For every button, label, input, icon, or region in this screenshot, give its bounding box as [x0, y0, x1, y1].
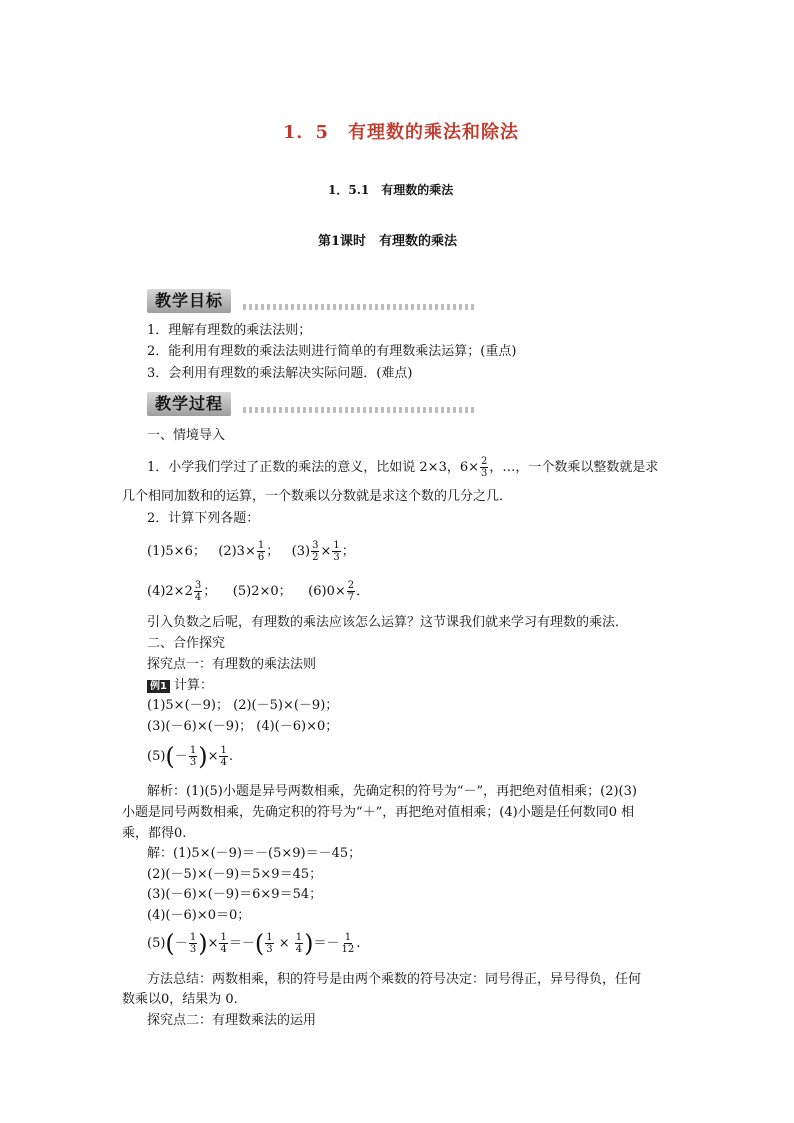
exercise-row-1: (1)5×6； (2)3× $\frac{1}{6}$ ； (3) $\frac{3}{2}$ × $\frac{1}{3}$ ； — [147, 540, 355, 563]
sec2-heading: 二、合作探究 — [147, 636, 226, 651]
exercise-row-2: (4)2×2 $\frac{3}{4}$ ； (5)2×0； (6)0× $\frac{2}{7}$ ． — [147, 580, 370, 603]
goal-item-1: 1．理解有理数的乘法法则； — [147, 323, 312, 338]
example-badge: 例1 — [147, 680, 170, 693]
fraction-1-4: $\frac{1}{4}$ — [220, 932, 227, 955]
fraction-2-3: $\frac{2}{3}$ — [481, 456, 488, 479]
fraction-2-7: $\frac{2}{7}$ — [347, 580, 355, 603]
sec1-heading: 一、情境导入 — [147, 428, 226, 443]
solution-line-3: (3)(－6)×(－9)＝6×9＝54； — [147, 887, 323, 902]
section-title: 1．5.1 有理数的乘法 — [328, 183, 454, 197]
example-q3-q4: (3)(－6)×(－9)； (4)(－6)×0； — [147, 719, 339, 734]
banner-dots — [243, 304, 475, 310]
explore-point-2: 探究点二：有理数乘法的运用 — [147, 1013, 317, 1028]
method-summary-line-1: 方法总结：两数相乘，积的符号是由两个乘数的符号决定：同号得正，异号得负，任何 — [147, 972, 642, 987]
intro-paragraph-1-cont: 几个相同加数和的运算，一个数乘以分数就是求这个数的几分之几． — [122, 489, 513, 504]
analysis-line-3: 乘，都得0. — [122, 826, 187, 841]
banner-dots — [243, 407, 475, 413]
explore-point-1: 探究点一：有理数的乘法法则 — [147, 657, 317, 672]
goal-item-2: 2．能利用有理数的乘法法则进行简单的有理数乘法运算；(重点) — [147, 344, 517, 359]
analysis-line-1: 解析：(1)(5)小题是异号两数相乘，先确定积的符号为“－”，再把绝对值相乘；(2)(3) — [147, 784, 637, 799]
process-banner-label: 教学过程 — [147, 392, 231, 416]
fraction-3-2: $\frac{3}{2}$ — [312, 540, 319, 563]
goals-banner — [147, 289, 475, 313]
fraction-1-3: $\frac{1}{3}$ — [266, 932, 273, 955]
fraction-1-3: $\frac{1}{3}$ — [333, 540, 340, 563]
process-banner — [147, 392, 475, 416]
intro-paragraph-1: 1．小学我们学过了正数的乘法的意义，比如说 2×3，6× $\frac{2}{3}$ ，…，一个数乘以整数就是求 — [147, 456, 659, 479]
solution-line-4: (4)(－6)×0＝0； — [147, 908, 251, 923]
solution-line-1: 解：(1)5×(－9)＝－(5×9)＝－45； — [147, 846, 362, 861]
lesson-title: 第1课时 有理数的乘法 — [318, 234, 458, 249]
intro-paragraph-2: 2．计算下列各题： — [147, 511, 260, 526]
solution-line-5: (5)(－ $\frac{1}{3}$ )× $\frac{1}{4}$ ＝－( $\frac{1}{3}$ × $\frac{1}{4}$ )＝－ $\frac{1}{12}$ . — [147, 929, 361, 958]
goals-banner-label: 教学目标 — [147, 289, 231, 313]
analysis-line-2: 小题是同号两数相乘，先确定积的符号为“＋”，再把绝对值相乘；(4)小题是任何数同0 相 — [122, 805, 635, 820]
fraction-1-6: $\frac{1}{6}$ — [257, 540, 265, 563]
solution-line-2: (2)(－5)×(－9)＝5×9＝45； — [147, 867, 323, 882]
fraction-1-12: $\frac{1}{12}$ — [341, 932, 355, 955]
fraction-1-4: $\frac{1}{4}$ — [295, 932, 303, 955]
goal-item-3: 3．会利用有理数的乘法解决实际问题．(难点) — [147, 366, 413, 381]
fraction-1-3: $\frac{1}{3}$ — [189, 745, 197, 768]
example-q5: (5)(－ $\frac{1}{3}$ )× $\frac{1}{4}$ . — [147, 742, 233, 771]
example-q1-q2: (1)5×(－9)； (2)(－5)×(－9)； — [147, 698, 339, 713]
example-1-heading: 例1 计算： — [147, 677, 213, 695]
fraction-1-3: $\frac{1}{3}$ — [189, 932, 197, 955]
fraction-1-4: $\frac{1}{4}$ — [220, 745, 227, 768]
page-title: 1．5 有理数的乘法和除法 — [283, 122, 520, 143]
fraction-3-4: $\frac{3}{4}$ — [194, 580, 202, 603]
intro-question: 引入负数之后呢，有理数的乘法应该怎么运算？这节课我们就来学习有理数的乘法． — [147, 615, 629, 630]
method-summary-line-2: 数乘以0，结果为 0. — [122, 992, 238, 1007]
